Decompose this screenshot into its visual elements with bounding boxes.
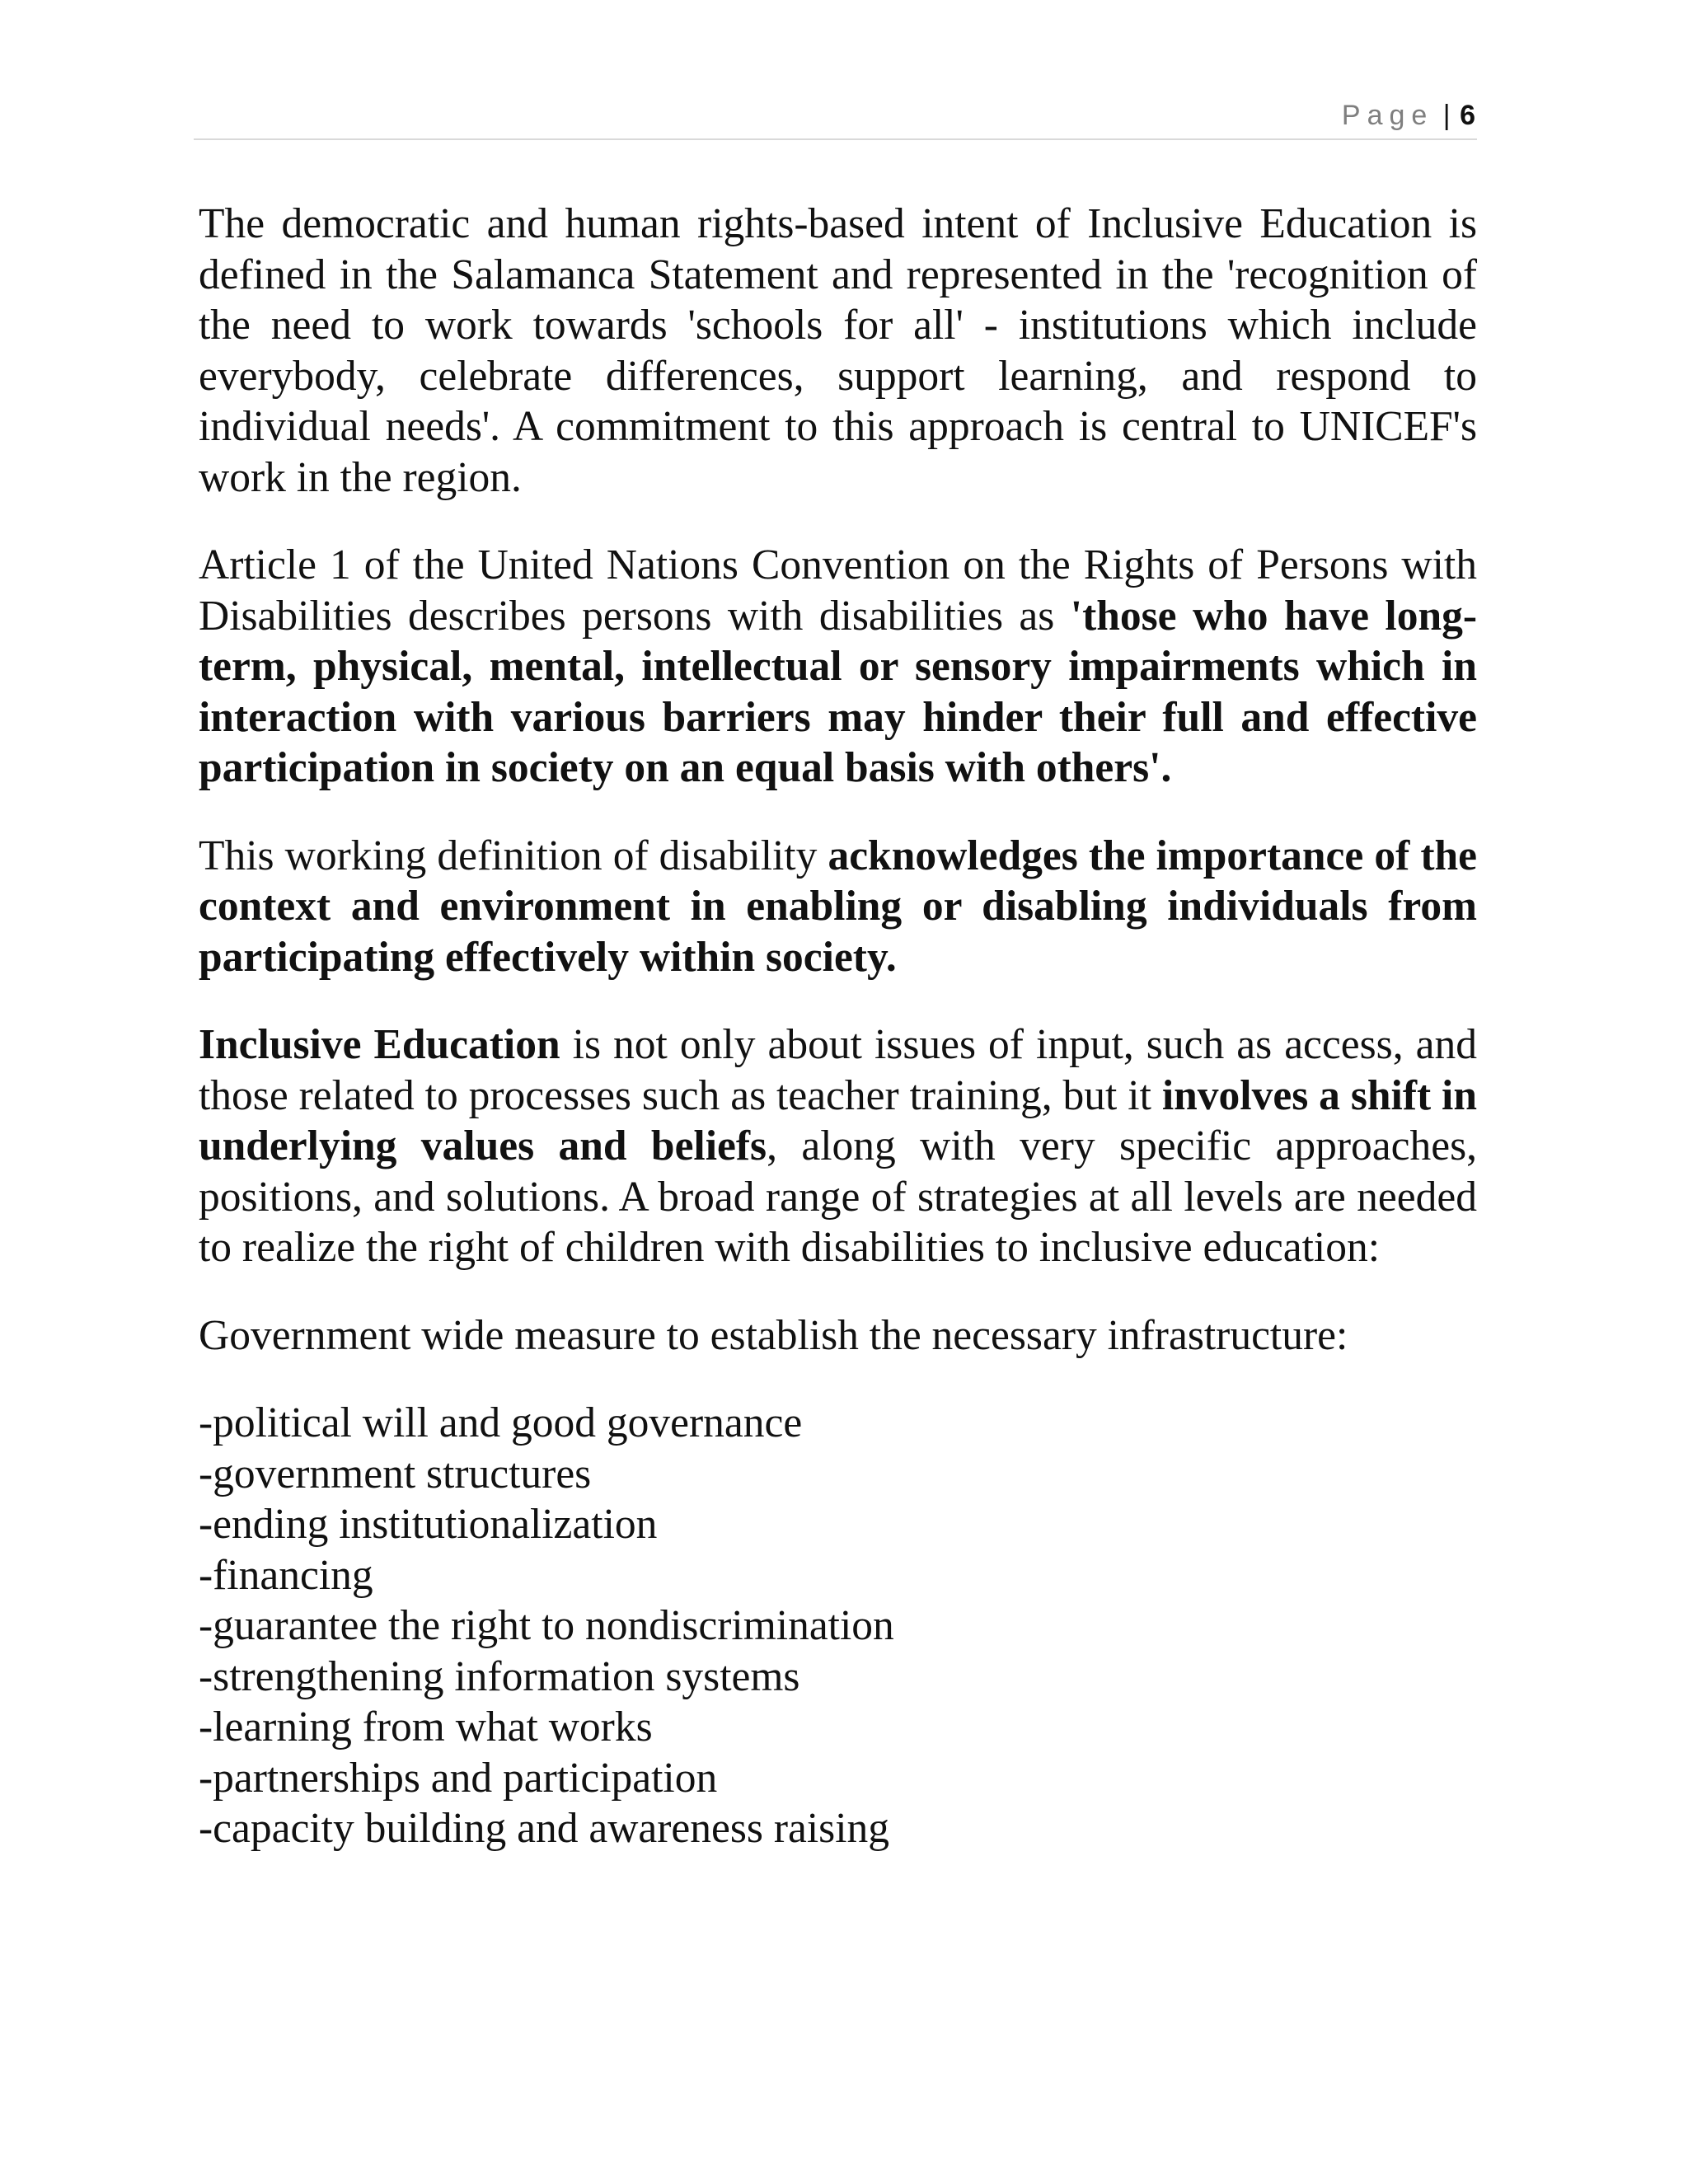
list-item: -government structures — [199, 1450, 592, 1497]
page-number-value: 6 — [1460, 100, 1475, 131]
paragraph-working-definition — [199, 831, 1477, 983]
list-item: -political will and good governance — [199, 1399, 803, 1446]
bold-emphasis: acknowledges the importance of the context and environment in enabling or disabling individuals from participating effectively within society. — [199, 832, 1477, 981]
page-separator: | — [1442, 100, 1451, 131]
measures-list — [199, 1398, 1477, 1854]
list-item: -capacity building and awareness raising — [199, 1805, 890, 1852]
paragraph-text: Government wide measure to establish the necessary infrastructure: — [199, 1311, 1348, 1359]
bold-emphasis: involves a shift in underlying values and beliefs — [199, 1071, 1477, 1169]
list-item: -learning from what works — [199, 1704, 653, 1750]
bold-quote: 'those who have long-term, physical, mental, intellectual or sensory impairments which in interaction with various barriers may hinder their full and effective participation in society on an equal basis with others'. — [199, 592, 1477, 791]
document-body — [199, 199, 1477, 1854]
paragraph-salamanca — [199, 199, 1477, 503]
paragraph-text: , along with very specific approaches, positions, and solutions. A broad range of strategies at all levels are needed to realize the right of children with disabilities to inclusive education: — [199, 1122, 1477, 1271]
page-header — [194, 97, 1477, 140]
page-number — [1342, 97, 1475, 134]
paragraph-text: The democratic and human rights-based intent of Inclusive Education is defined in the Salamanca Statement and represented in the 'recognition of the need to work towards 'schools for all' - institutions which include everybody, celebrate differences, support learning, and respond to individual needs'. A commitment to this approach is central to UNICEF's work in the region. — [199, 200, 1477, 501]
list-item: -ending institutionalization — [199, 1501, 658, 1548]
paragraph-text: Article 1 of the United Nations Convention on the Rights of Persons with Disabilities describes persons with disabilities as — [199, 541, 1477, 640]
paragraph-article-1 — [199, 540, 1477, 794]
list-item: -partnerships and participation — [199, 1754, 718, 1802]
bold-term: Inclusive Education — [199, 1021, 560, 1068]
paragraph-government-measures — [199, 1310, 1477, 1361]
paragraph-text: is not only about issues of input, such as access, and those related to processes such as teacher training, but it — [199, 1021, 1477, 1119]
list-item: -guarantee the right to nondiscrimination — [199, 1602, 894, 1649]
paragraph-inclusive-education — [199, 1019, 1477, 1273]
page-label: Page — [1341, 100, 1434, 131]
list-item: -financing — [199, 1551, 373, 1599]
list-item: -strengthening information systems — [199, 1652, 800, 1700]
paragraph-text: This working definition of disability — [199, 832, 828, 879]
